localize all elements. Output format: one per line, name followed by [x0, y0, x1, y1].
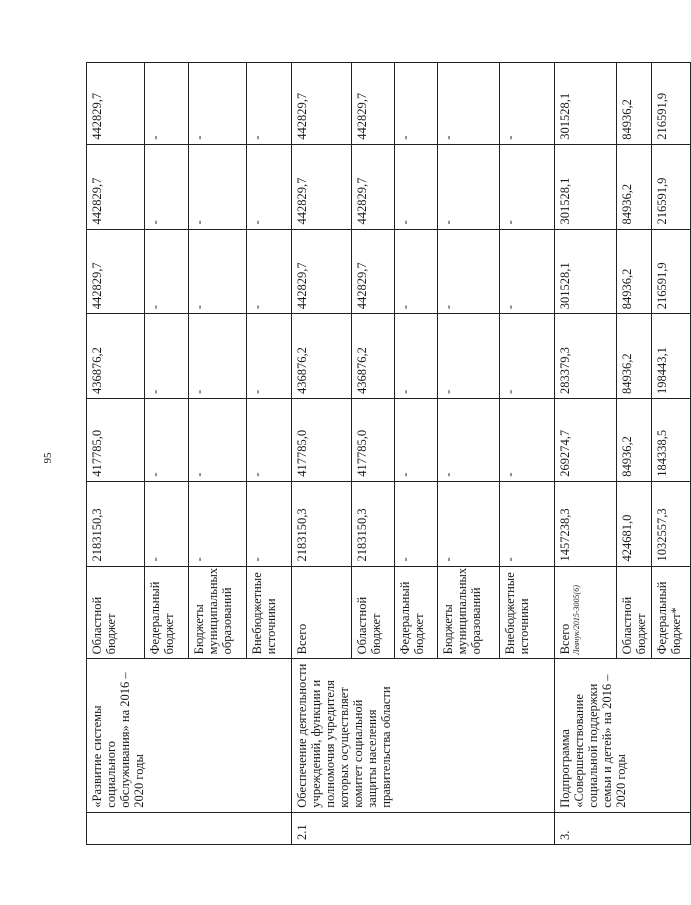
value-cell: 216591,9: [652, 144, 691, 229]
value-cell: 84936,2: [617, 229, 652, 314]
funding-source-cell: Бюджеты муниципальных образований: [438, 566, 500, 659]
value-cell: -: [395, 481, 438, 566]
value-cell: 442829,7: [292, 63, 352, 145]
value-cell: -: [438, 144, 500, 229]
value-cell: -: [247, 63, 292, 145]
value-cell: -: [145, 63, 189, 145]
value-cell: 442829,7: [87, 229, 145, 314]
value-cell: 442829,7: [87, 63, 145, 145]
funding-source-cell: Областной бюджет: [87, 566, 145, 659]
value-cell: 283379,3: [555, 314, 617, 399]
page-number: 95: [42, 452, 54, 464]
value-cell: 184338,5: [652, 399, 691, 482]
document-code: Левчук/2015-3005(6): [572, 585, 581, 655]
value-cell: 442829,7: [352, 144, 395, 229]
value-cell: -: [395, 144, 438, 229]
value-cell: -: [500, 399, 555, 482]
value-cell: -: [145, 144, 189, 229]
funding-source-cell: Федеральный бюджет: [395, 566, 438, 659]
value-cell: 436876,2: [352, 314, 395, 399]
value-cell: -: [438, 481, 500, 566]
value-cell: 269274,7: [555, 399, 617, 482]
value-cell: -: [189, 314, 247, 399]
value-cell: 424681,0: [617, 481, 652, 566]
program-name-cell: «Развитие системы социального обслуживания» на 2016 – 2020 годы: [87, 659, 292, 812]
value-cell: 417785,0: [87, 399, 145, 482]
value-cell: -: [395, 399, 438, 482]
value-cell: -: [500, 144, 555, 229]
value-cell: 1032557,3: [652, 481, 691, 566]
value-cell: -: [189, 481, 247, 566]
value-cell: -: [500, 481, 555, 566]
value-cell: -: [189, 144, 247, 229]
value-cell: 84936,2: [617, 399, 652, 482]
value-cell: -: [145, 481, 189, 566]
value-cell: 2183150,3: [292, 481, 352, 566]
value-cell: 216591,9: [652, 229, 691, 314]
funding-table-body: [87, 63, 691, 845]
funding-source-cell: Бюджеты муниципальных образований: [189, 566, 247, 659]
funding-source-cell: Всего: [555, 566, 617, 659]
value-cell: -: [145, 399, 189, 482]
program-name-cell: Подпрограмма «Совершенствование социальной поддержки семьи и детей» на 2016 – 2020 годы: [555, 659, 691, 812]
value-cell: 84936,2: [617, 63, 652, 145]
value-cell: 417785,0: [352, 399, 395, 482]
value-cell: 84936,2: [617, 144, 652, 229]
row-number-cell: [87, 812, 292, 844]
value-cell: -: [438, 229, 500, 314]
value-cell: 2183150,3: [87, 481, 145, 566]
funding-source-cell: Всего: [292, 566, 352, 659]
value-cell: -: [189, 63, 247, 145]
value-cell: 442829,7: [292, 229, 352, 314]
row-number-cell: 2.1: [292, 812, 555, 844]
value-cell: -: [247, 314, 292, 399]
value-cell: 198443,1: [652, 314, 691, 399]
table-row: [292, 63, 352, 845]
program-name-cell: Обеспечение деятельности учреждений, функции и полномочия учредителя которых осуществляет комитет социальной защиты населения правительства области: [292, 659, 555, 812]
value-cell: 442829,7: [292, 144, 352, 229]
funding-source-cell: Внебюджетные источники: [500, 566, 555, 659]
value-cell: 301528,1: [555, 229, 617, 314]
value-cell: 442829,7: [87, 144, 145, 229]
value-cell: -: [189, 229, 247, 314]
value-cell: -: [247, 229, 292, 314]
value-cell: 417785,0: [292, 399, 352, 482]
value-cell: -: [395, 63, 438, 145]
value-cell: -: [247, 481, 292, 566]
value-cell: -: [189, 399, 247, 482]
table-row: [555, 63, 617, 845]
funding-source-cell: Федеральный бюджет*: [652, 566, 691, 659]
value-cell: -: [395, 314, 438, 399]
value-cell: -: [247, 399, 292, 482]
value-cell: 436876,2: [292, 314, 352, 399]
value-cell: 84936,2: [617, 314, 652, 399]
value-cell: 442829,7: [352, 63, 395, 145]
value-cell: 216591,9: [652, 63, 691, 145]
funding-source-cell: Внебюджетные источники: [247, 566, 292, 659]
value-cell: -: [500, 63, 555, 145]
value-cell: 442829,7: [352, 229, 395, 314]
row-number-cell: 3.: [555, 812, 691, 844]
value-cell: -: [438, 314, 500, 399]
value-cell: 436876,2: [87, 314, 145, 399]
funding-table: [86, 62, 691, 845]
value-cell: -: [438, 63, 500, 145]
value-cell: 301528,1: [555, 144, 617, 229]
value-cell: 301528,1: [555, 63, 617, 145]
value-cell: 2183150,3: [352, 481, 395, 566]
value-cell: -: [247, 144, 292, 229]
value-cell: 1457238,3: [555, 481, 617, 566]
value-cell: -: [395, 229, 438, 314]
value-cell: -: [145, 229, 189, 314]
value-cell: -: [500, 314, 555, 399]
value-cell: -: [145, 314, 189, 399]
value-cell: -: [500, 229, 555, 314]
table-row: [87, 63, 145, 845]
funding-source-cell: Областной бюджет: [617, 566, 652, 659]
funding-source-cell: Федеральный бюджет: [145, 566, 189, 659]
value-cell: -: [438, 399, 500, 482]
funding-source-cell: Областной бюджет: [352, 566, 395, 659]
